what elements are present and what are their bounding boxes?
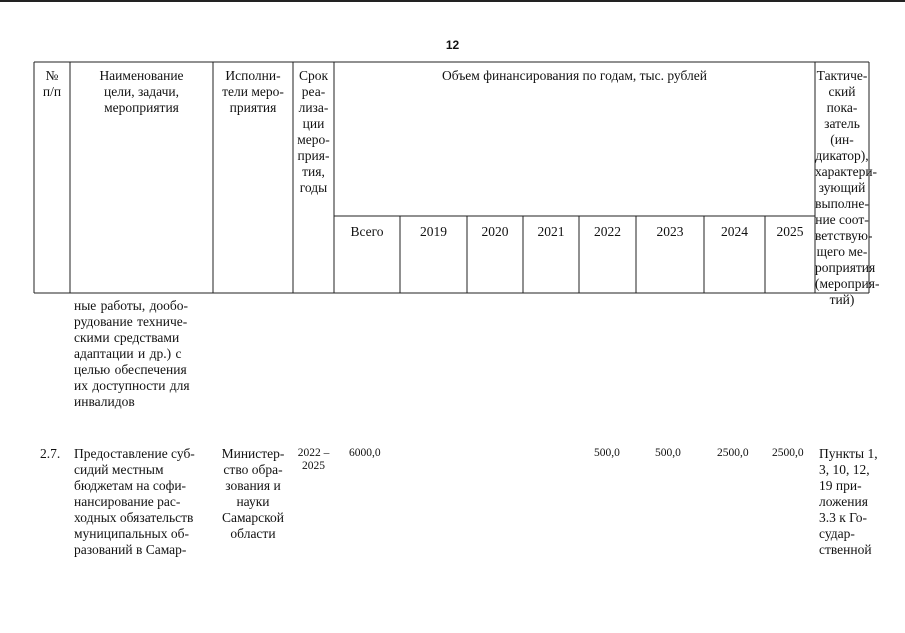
row-2-7-2024: 2500,0	[717, 447, 749, 459]
header-year-2022: 2022	[594, 224, 621, 239]
row-2-7-2025: 2500,0	[772, 447, 804, 459]
header-total: Всего	[350, 224, 384, 239]
header-year-2020: 2020	[481, 224, 509, 239]
row-2-7-num: 2.7.	[40, 446, 61, 461]
header-year-2024: 2024	[721, 224, 748, 239]
header-year-2023: 2023	[656, 224, 684, 239]
header-term: Срок реа- лиза- ции меро- прия- тия, годы	[297, 68, 330, 195]
header-num: № п/п	[42, 68, 62, 99]
row-2-7-2022: 500,0	[594, 447, 620, 459]
row-2-7-executors: Министер- ство обра- зования и науки Самарской области	[221, 446, 285, 541]
header-name: Наименование цели, задачи, мероприятия	[99, 68, 184, 115]
header-indicator: Тактиче- ский пока- затель (ин- дикатор), характери- зующий выполне- ние соот- ветствую- щего ме- роприятия (мероприя- тий)	[815, 68, 880, 307]
page-number: 12	[445, 38, 460, 52]
header-funding: Объем финансирования по годам, тыс. рублей	[442, 68, 707, 83]
row-2-7-indicator: Пункты 1, 3, 10, 12, 19 при- ложения 3.3 к Го- судар- ственной	[819, 446, 878, 557]
row-2-7-total: 6000,0	[349, 447, 381, 459]
row-2-7-2023: 500,0	[655, 447, 681, 459]
header-executors: Исполни- тели меро- приятия	[222, 68, 284, 115]
header-year-2021: 2021	[537, 224, 565, 239]
header-year-2019: 2019	[420, 224, 447, 239]
row-2-7-name: Предоставление суб- сидий местным бюджетам на софи- нансирование рас- ходных обязательств муниципальных об- разований в Самар-	[74, 446, 195, 557]
row-2-7-term: 2022 – 2025	[297, 447, 330, 472]
continuation-text: ные работы, дообо- рудование техниче- скими средствами адаптации и др.) с целью обеспечения их доступности для инвалидов	[74, 298, 190, 409]
header-year-2025: 2025	[776, 224, 804, 239]
